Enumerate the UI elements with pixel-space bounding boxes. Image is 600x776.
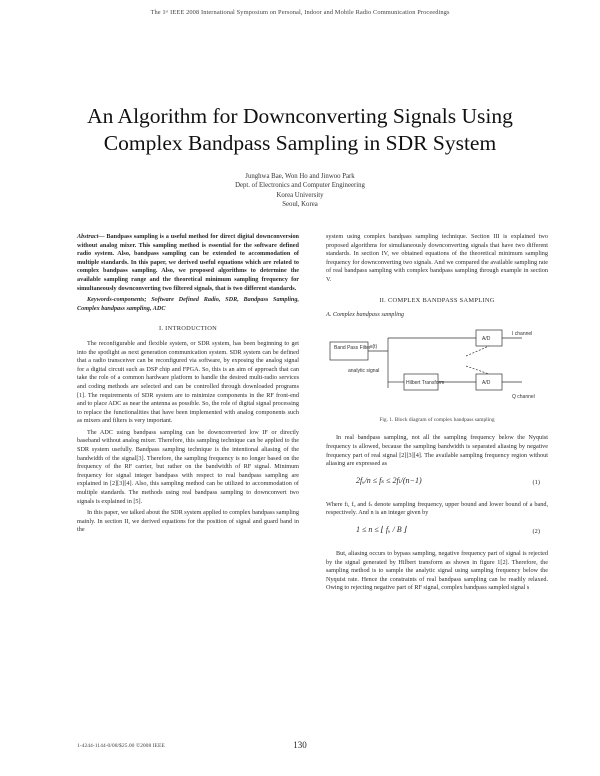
abstract-label: Abstract <box>77 233 99 240</box>
intro-paragraph-2: The ADC using bandpass sampling can be downconverted low IF or directly baseband without analog mixer. Therefore, this sampling technique can be applied to the SDR system usefully. Bandpass sampling technique is the intentional aliasing of the bandwidth of the signal[3]. Therefore, the sampling frequency is no longer based on the frequency of the RF carrier, but rather on the bandwidth of RF signal. Minimum frequency for signal integer bandpass with respect to real bandpass sampling are explained in [2][3][4]. Also, this sampling method can be utilized to accommodation of multiple standards. The methods using real bandpass sampling to downconvert two signals is explained in [5]. <box>77 428 299 505</box>
equation-2 <box>326 522 548 546</box>
block-diagram <box>326 326 548 414</box>
title-line-2: Complex Bandpass Sampling in SDR System <box>103 131 497 155</box>
running-header: The 1ˢᵗ IEEE 2008 International Symposium on Personal, Indoor and Mobile Radio Communication Proceedings <box>150 9 450 16</box>
intro-paragraph-1: The reconfigurable and flexible system, or SDR system, has been beginning to get into the spotlight as next generation communication system. SDR system can be defined that a radio transceiver can be reconfigured via software, by exposing the analog signal for a digital circuit such as DSP chip and FPGA. So, this is an aim of approach that can take the role of a common hardware platform to handle the desired multi-radio services and coding methods are selected and can be controlled through downloaded programs [1]. The requirements of SDR system are to minimize components in the RF front-end and to place ADC as near the antenna as possible. So, the role of digital signal processing to replace the functionalities that have been implemented with analog components such as mixers and filters is very important. <box>77 339 299 425</box>
keywords-label: Keywords-components; <box>87 296 147 304</box>
keywords-text: Software Defined Radio, SDR, Bandpass Sampling, Complex bandpass sampling, ADC <box>77 296 299 312</box>
equation-where: Where fₗ, fᵤ and fₛ denote sampling frequency, upper bound and lower bound of a band, respectively. And n is an integer given by <box>326 500 548 517</box>
page-number: 130 <box>293 740 307 750</box>
author-city: Seoul, Korea <box>282 200 318 208</box>
figure-1 <box>326 326 548 414</box>
section-1-heading: I. INTRODUCTION <box>158 325 218 333</box>
author-names: Junghwa Bae, Won Ho and Jinwoo Park <box>245 173 355 180</box>
section-2-paragraph-2: But, aliasing occurs to bypass sampling, negative frequency part of signal is rejected by the signal generated by Hilbert transform as shown in figure 1[2]. Therefore, the sampling method is to sample the analytic signal using sampling frequency below the Nyquist rate. Hence the constraints of real bandpass sampling can be readily relaxed. Owing to rejecting negative part of RF signal, complex bandpass sampled signal s <box>326 549 548 592</box>
intro-continued: system using complex bandpass sampling technique. Section III is explained two proposed algorithms for simultaneously downconverting signals that have two different standards. In section IV, we obtained equations of the theoretical minimum sampling frequency for downconverting two signals. And we compared the available sampling rate of real bandpass sampling with complex bandpass sampling through example in section V. <box>326 233 548 283</box>
bpf-label: Band Pass Filter <box>334 344 371 351</box>
intro-paragraph-3: In this paper, we talked about the SDR system applied to complex bandpass sampling mainly. In section II, we derived equations for the position of signal and guard band in the <box>77 509 299 534</box>
right-column <box>326 233 548 596</box>
title-line-1: An Algorithm for Downconverting Signals Using <box>87 104 513 128</box>
equation-2-expr: 1 ≤ n ≤ ⌊ fᵤ / B ⌋ <box>356 524 407 534</box>
paper-title <box>40 103 560 157</box>
left-column <box>77 233 299 538</box>
author-dept: Dept. of Electronics and Computer Engineering <box>235 182 365 190</box>
hilbert-label: Hilbert Transform <box>406 379 445 386</box>
author-university: Korea University <box>276 191 324 199</box>
keywords <box>77 296 299 313</box>
equation-1-expr: 2fᵤ/n ≤ fₛ ≤ 2fₗ/(n−1) <box>356 475 422 485</box>
abstract-text: — Bandpass sampling is a useful method for direct digital downconversion without analog mixer. This sampling method is essential for the software defined radio system. Also, bandpass sampling can be extended to accommodation of multiple standards. In this paper, we derived useful equations which are related to complex bandpass sampling. Also, we proposed algorithms to determine the available sampling range and the theoretical minimum sampling frequency for simultaneously downconverting two filtered signals, that is two different standards. <box>77 233 299 292</box>
equation-2-number: (2) <box>532 527 540 535</box>
signal-label: s(t) <box>370 343 378 350</box>
subsection-a-heading: A. Complex bandpass sampling <box>326 311 405 319</box>
figure-1-caption: Fig. 1. Block diagram of complex bandpass sampling <box>379 416 495 423</box>
footer-copyright: 1-4244-1144-0/08/$25.00 ©2008 IEEE <box>77 743 165 749</box>
output-q-label: Q channel <box>512 393 535 400</box>
equation-1 <box>326 473 548 497</box>
output-i-label: I channel <box>512 330 533 337</box>
section-2-heading: II. COMPLEX BANDPASS SAMPLING <box>379 296 495 304</box>
section-2-paragraph-1: In real bandpass sampling, not all the sampling frequency below the Nyquist frequency is allowed, because the sampling bandwidth is separated aliasing by negative frequency part of real signal [2][3][4]. The available sampling frequency region without aliasing are expressed as <box>326 434 548 468</box>
ad-bottom-label: A/D <box>482 379 491 386</box>
analytic-label: analytic signal <box>348 367 380 374</box>
author-block <box>150 172 450 209</box>
equation-1-number: (1) <box>532 478 540 486</box>
abstract <box>77 233 299 293</box>
ad-top-label: A/D <box>482 335 491 342</box>
